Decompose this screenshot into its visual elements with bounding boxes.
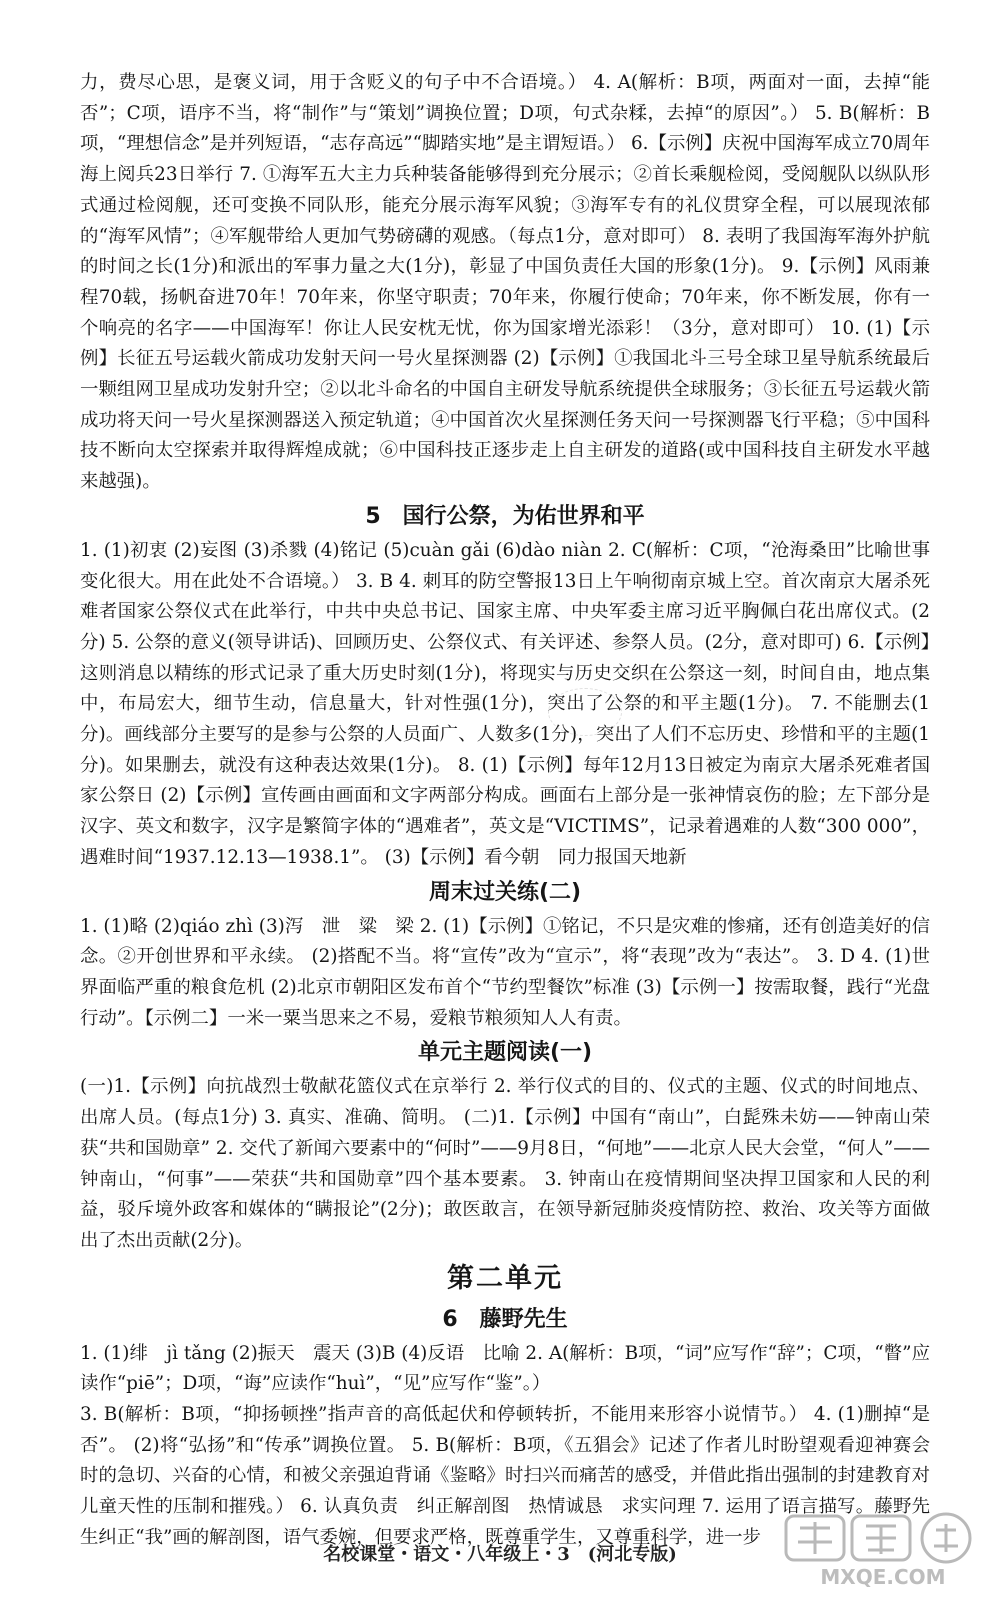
lesson-heading: 5 国行公祭，为佑世界和平 (365, 503, 645, 529)
page-footer: 名校课堂・语文・八年级上・3 (河北专版) (323, 1544, 677, 1565)
answer-paragraph: 1. (1)初衷 (2)妄图 (3)杀戮 (4)铭记 (5)cuàn gǎi (6)dào niàn 2. C(解析：C项，“沧海桑田”比喻世事变化很大。用在此处不合语境。） 3. B 4. 刺耳的防空警报13日上午响彻南京城上空。首次南京大屠杀死难者国家公祭仪式在此举行，中共中央总书记、国家主席、中央军委主席习近平胸佩白花出席仪式。(2分) 5. 公祭的意义(领导讲话)、回顾历史、公祭仪式、有关评述、参祭人员。(2分，意对即可) 6.【示例】这则消息以精练的形式记录了重大历史时刻(1分)，将现实与历史交织在公祭这一刻，时间自由，地点集中，布局宏大，细节生动，信息量大，针对性强(1分)，突出了公祭的和平主题(1分)。 7. 不能删去(1分)。画线部分主要写的是参与公祭的人员面广、人数多(1分)，突出了人们不忘历史、珍惜和平的主题(1分)。如果删去，就没有这种表达效果(1分)。 8. (1)【示例】每年12月13日被定为南京大屠杀死难者国家公祭日 (2)【示例】宣传画由画面和文字两部分构成。画面右上部分是一张神情哀伤的脸；左下部分是汉字、英文和数字，汉字是繁简字体的“遇难者”，英文是“VICTIMS”，记录着遇难的人数“300 000”，遇难时间“1937.12.13—1938.1”。 (3)【示例】看今朝 同力报国天地新 (80, 539, 930, 868)
answer-paragraph: 1. (1)绯 jì tǎng (2)振天 震天 (3)B (4)反语 比喻 2. A(解析：B项，“词”应写作“辞”；C项，“瞥”应读作“piē”；D项，“诲”应读作“huì”，“见”应写作“鉴”。） (80, 1342, 930, 1395)
lesson-heading: 6 藤野先生 (442, 1306, 568, 1332)
watermark-logo-icon (778, 1510, 988, 1592)
answer-paragraph: 3. B(解析：B项，“抑扬顿挫”指声音的高低起伏和停顿转折，不能用来形容小说情节。） 4. (1)删掉“是否”。 (2)将“弘扬”和“传承”调换位置。 5. B(解析：B项，《五猖会》记述了作者儿时盼望观看迎神赛会时的急切、兴奋的心情，和被父亲强迫背诵《鉴略》时扫兴而痛苦的感受，并借此指出强制的封建教育对儿童天性的压制和摧残。） 6. 认真负责 纠正解剖图 热情诚恳 求实问理 7. 运用了语言描写。藤野先生纠正“我”画的解剖图，语气委婉，但要求严格，既尊重学生，又尊重科学，进一步 (80, 1404, 930, 1548)
section-heading: 周末过关练(二) (428, 879, 582, 905)
faint-stamp-mark (548, 688, 622, 736)
answer-paragraph: (一)1.【示例】向抗战烈士敬献花篮仪式在京举行 2. 举行仪式的目的、仪式的主题、仪式的时间地点、出席人员。(每点1分) 3. 真实、准确、简明。 (二)1.【示例】中国有“南山”，白髭殊未妨——钟南山荣获“共和国勋章” 2. 交代了新闻六要素中的“何时”——9月8日，“何地”——北京人民大会堂，“何人”——钟南山，“何事”——荣获“共和国勋章”四个基本要素。 3. 钟南山在疫情期间坚决捍卫国家和人民的利益，驳斥境外政客和媒体的“瞒报论”(2分)；敢医敢言，在领导新冠肺炎疫情防控、救治、攻关等方面做出了杰出贡献(2分)。 (80, 1076, 930, 1251)
watermark-text: MXQE.COM (820, 1565, 946, 1589)
answer-paragraph: 1. (1)略 (2)qiáo zhì (3)泻 泄 粱 梁 2. (1)【示例】①铭记，不只是灾难的惨痛，还有创造美好的信念。②开创世界和平永续。 (2)搭配不当。将“宣传”改为“宣示”，将“表现”改为“表达”。 3. D 4. (1)世界面临严重的粮食危机 (2)北京市朝阳区发布首个“节约型餐饮”标准 (3)【示例一】按需取餐，践行“光盘行动”。【示例二】一米一粟当思来之不易，爱粮节粮须知人人有责。 (80, 915, 930, 1029)
unit-heading: 第二单元 (447, 1262, 563, 1294)
answer-page (80, 68, 930, 1554)
answer-paragraph: 力，费尽心思，是褒义词，用于含贬义的句子中不合语境。） 4. A(解析：B项，两面对一面，去掉“能否”；C项，语序不当，将“制作”与“策划”调换位置；D项，句式杂糅，去掉“的原因”。） 5. B(解析：B项，“理想信念”是并列短语，“志存高远”“脚踏实地”是主谓短语。） 6.【示例】庆祝中国海军成立70周年海上阅兵23日举行 7. ①海军五大主力兵种装备能够得到充分展示；②首长乘舰检阅，受阅舰队以纵队形式通过检阅舰，还可变换不同队形，能充分展示海军风貌；③海军专有的礼仪贯穿全程，可以展现浓郁的“海军风情”；④军舰带给人更加气势磅礴的观感。（每点1分，意对即可） 8. 表明了我国海军海外护航的时间之长(1分)和派出的军事力量之大(1分)，彰显了中国负责任大国的形象(1分)。 9.【示例】风雨兼程70载，扬帆奋进70年！70年来，你坚守职责；70年来，你履行使命；70年来，你不断发展，你有一个响亮的名字——中国海军！你让人民安枕无忧，你为国家增光添彩！（3分，意对即可） 10. (1)【示例】长征五号运载火箭成功发射天问一号火星探测器 (2)【示例】①我国北斗三号全球卫星导航系统最后一颗组网卫星成功发射升空；②以北斗命名的中国自主研发导航系统提供全球服务；③长征五号运载火箭成功将天问一号火星探测器送入预定轨道；④中国首次火星探测任务天问一号探测器飞行平稳；⑤中国科技不断向太空探索并取得辉煌成就；⑥中国科技正逐步走上自主研发的道路(或中国科技自主研发水平越来越强)。 (80, 72, 930, 493)
section-heading: 单元主题阅读(一) (417, 1040, 593, 1066)
